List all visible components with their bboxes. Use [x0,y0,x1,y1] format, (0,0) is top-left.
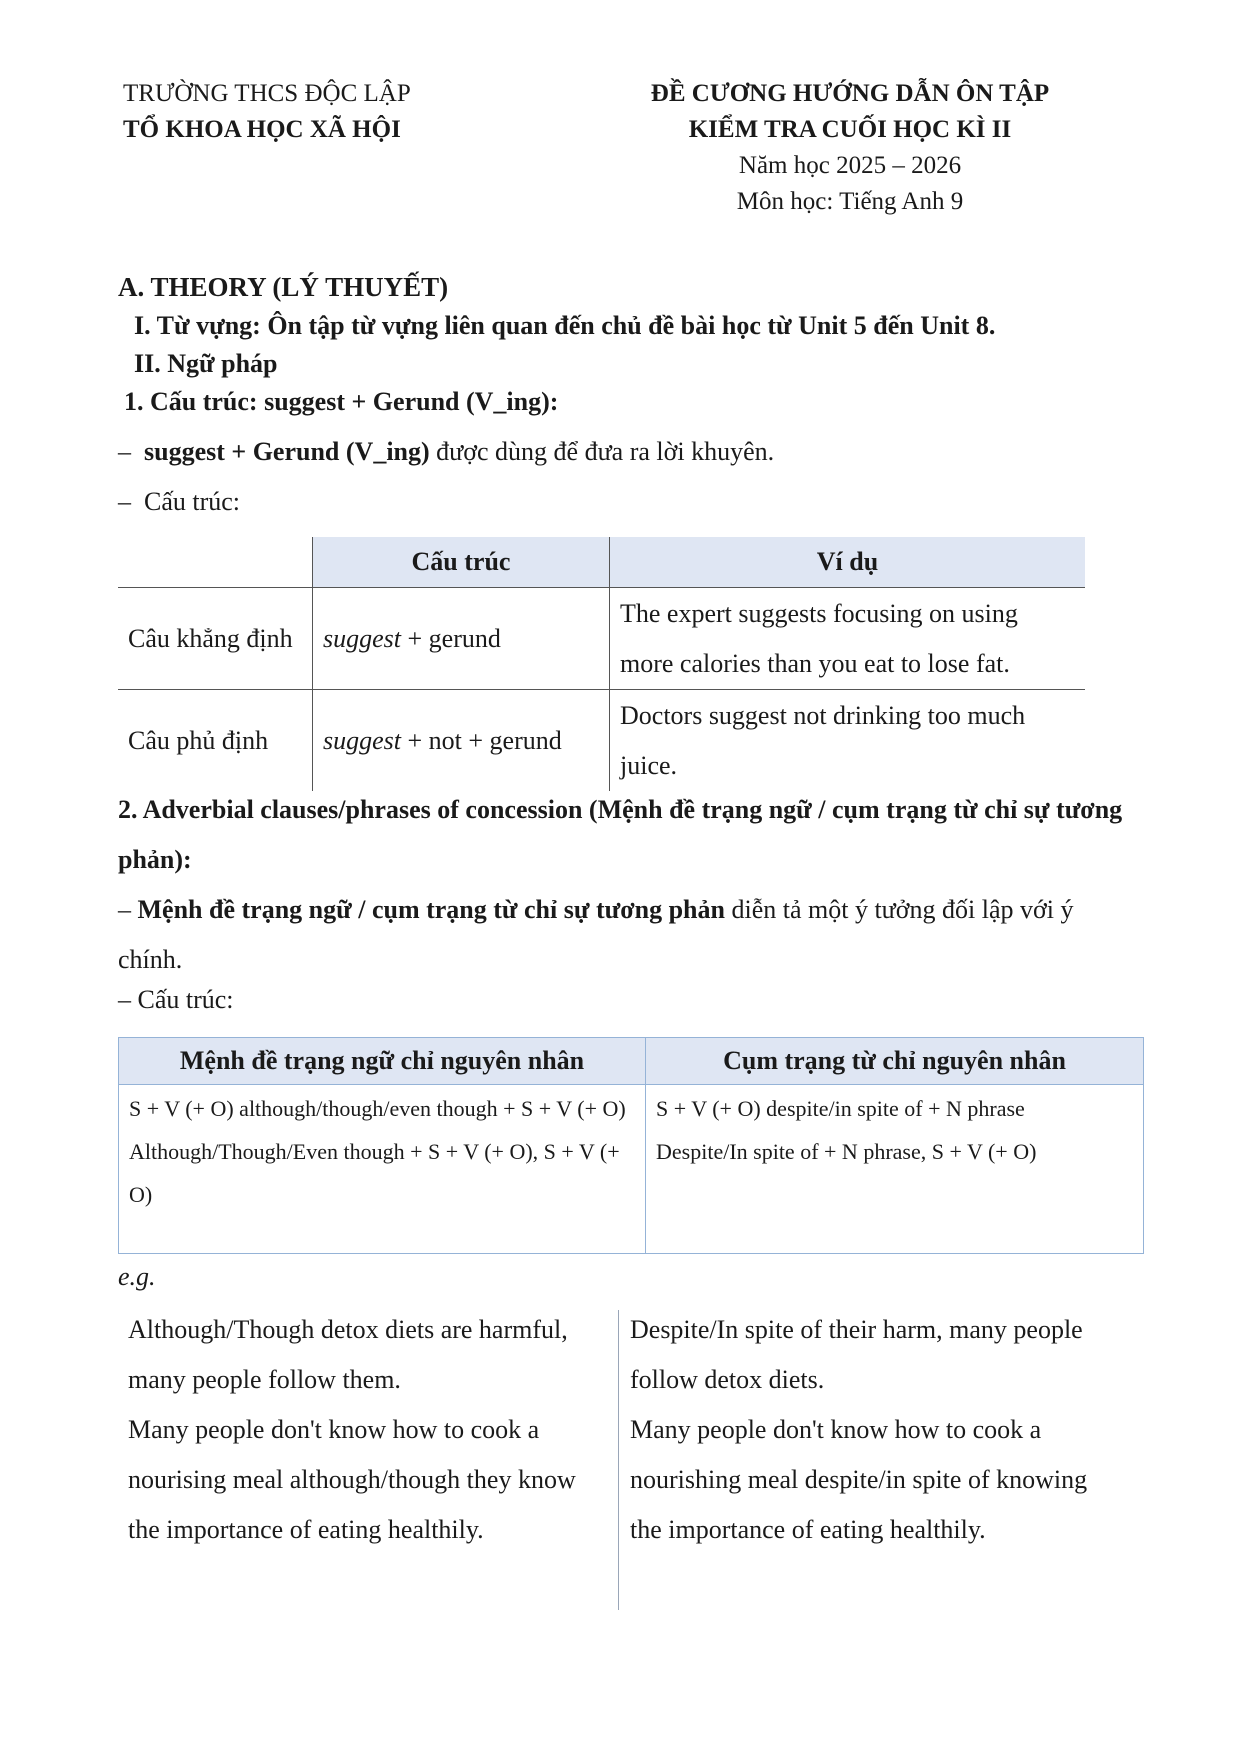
table-header-structure: Cấu trúc [313,537,610,588]
example-cell: Doctors suggest not drinking too much juice. [620,700,1026,780]
table-row [118,588,1085,690]
document-header [600,76,1100,220]
example-label: e.g. [118,1262,156,1291]
table-header-example: Ví dụ [610,537,1086,588]
table-header-blank [118,537,313,588]
clause-structures-cell [119,1085,646,1254]
table-header-phrase: Cụm trạng từ chỉ nguyên nhân [646,1038,1144,1085]
structure-rest: + not + gerund [401,725,562,755]
table-header-clause: Mệnh đề trạng ngữ chỉ nguyên nhân [119,1038,646,1085]
concession-structure-table [118,1037,1144,1254]
structure-label-2: – Cấu trúc: [118,985,234,1014]
suggest-structure-table [118,537,1085,791]
suggest-usage-text: được dùng để đưa ra lời khuyên. [429,437,775,466]
school-year: Năm học 2025 – 2026 [738,152,962,179]
part-1-title: 1. Cấu trúc: suggest + Gerund (V_ing): [124,387,559,416]
structure-verb: suggest [323,725,401,755]
structure-verb: suggest [323,623,401,653]
document-title-line-2: KIỂM TRA CUỐI HỌC KÌ II [688,116,1012,143]
subject-line: Môn học: Tiếng Anh 9 [736,188,964,215]
concession-definition: diễn tả một ý tưởng đối lập với ý chính. [118,895,1074,974]
examples-divider [618,1310,619,1610]
structure-cell [313,588,610,690]
example-sentence: Many people don't know how to cook a nourishing meal despite/in spite of knowing the importance of eating healthily. [630,1415,1088,1544]
phrase-examples [630,1305,1100,1555]
concession-term: Mệnh đề trạng ngữ / cụm trạng từ chỉ sự tương phản [137,895,725,924]
example-sentence: Many people don't know how to cook a nourising meal although/though they know the importance of eating healthily. [128,1415,576,1544]
dash-bullet: – [118,437,131,466]
structure-label-line [118,487,240,517]
phrase-structure-line: Despite/In spite of + N phrase, S + V (+ O) [656,1139,1037,1164]
example-cell: The expert suggests focusing on using more calories than you eat to lose fat. [610,588,1086,690]
structure-cell [313,690,610,792]
sentence-type-cell: Câu khẳng định [118,588,313,690]
table-row [118,690,1085,792]
school-name: TRƯỜNG THCS ĐỘC LẬP [123,80,411,107]
table-header-row [118,537,1085,588]
clause-structure-line: S + V (+ O) although/though/even though + S + V (+ O) [129,1096,626,1121]
suggest-usage-line [118,437,774,467]
document-title-line-1: ĐỀ CƯƠNG HƯỚNG DẪN ÔN TẬP [650,80,1050,107]
structure-rest: + gerund [401,623,501,653]
suggest-structure-bold: suggest + Gerund (V_ing) [144,437,430,466]
table-header-row [119,1038,1144,1085]
vocabulary-heading: I. Từ vựng: Ôn tập từ vựng liên quan đến chủ đề bài học từ Unit 5 đến Unit 8. [134,311,996,340]
phrase-structure-line: S + V (+ O) despite/in spite of + N phrase [656,1096,1025,1121]
example-sentence: Although/Though detox diets are harmful, many people follow them. [128,1315,568,1394]
concession-intro [118,885,1128,985]
department-name: TỔ KHOA HỌC XÃ HỘI [123,116,401,143]
phrase-structures-cell [646,1085,1144,1254]
clause-examples [128,1305,608,1555]
sentence-type-cell: Câu phủ định [118,690,313,792]
structure-label: Cấu trúc: [144,487,241,516]
dash-bullet: – [118,895,138,924]
dash-bullet: – [118,487,131,516]
table-row [119,1085,1144,1254]
grammar-heading: II. Ngữ pháp [134,349,278,378]
section-a-title: A. THEORY (LÝ THUYẾT) [118,272,449,302]
clause-structure-line: Although/Though/Even though + S + V (+ O), S + V (+ O) [129,1139,620,1207]
example-sentence: Despite/In spite of their harm, many people follow detox diets. [630,1315,1083,1394]
part-2-title: 2. Adverbial clauses/phrases of concession (Mệnh đề trạng ngữ / cụm trạng từ chỉ sự tương phản): [118,795,1123,874]
